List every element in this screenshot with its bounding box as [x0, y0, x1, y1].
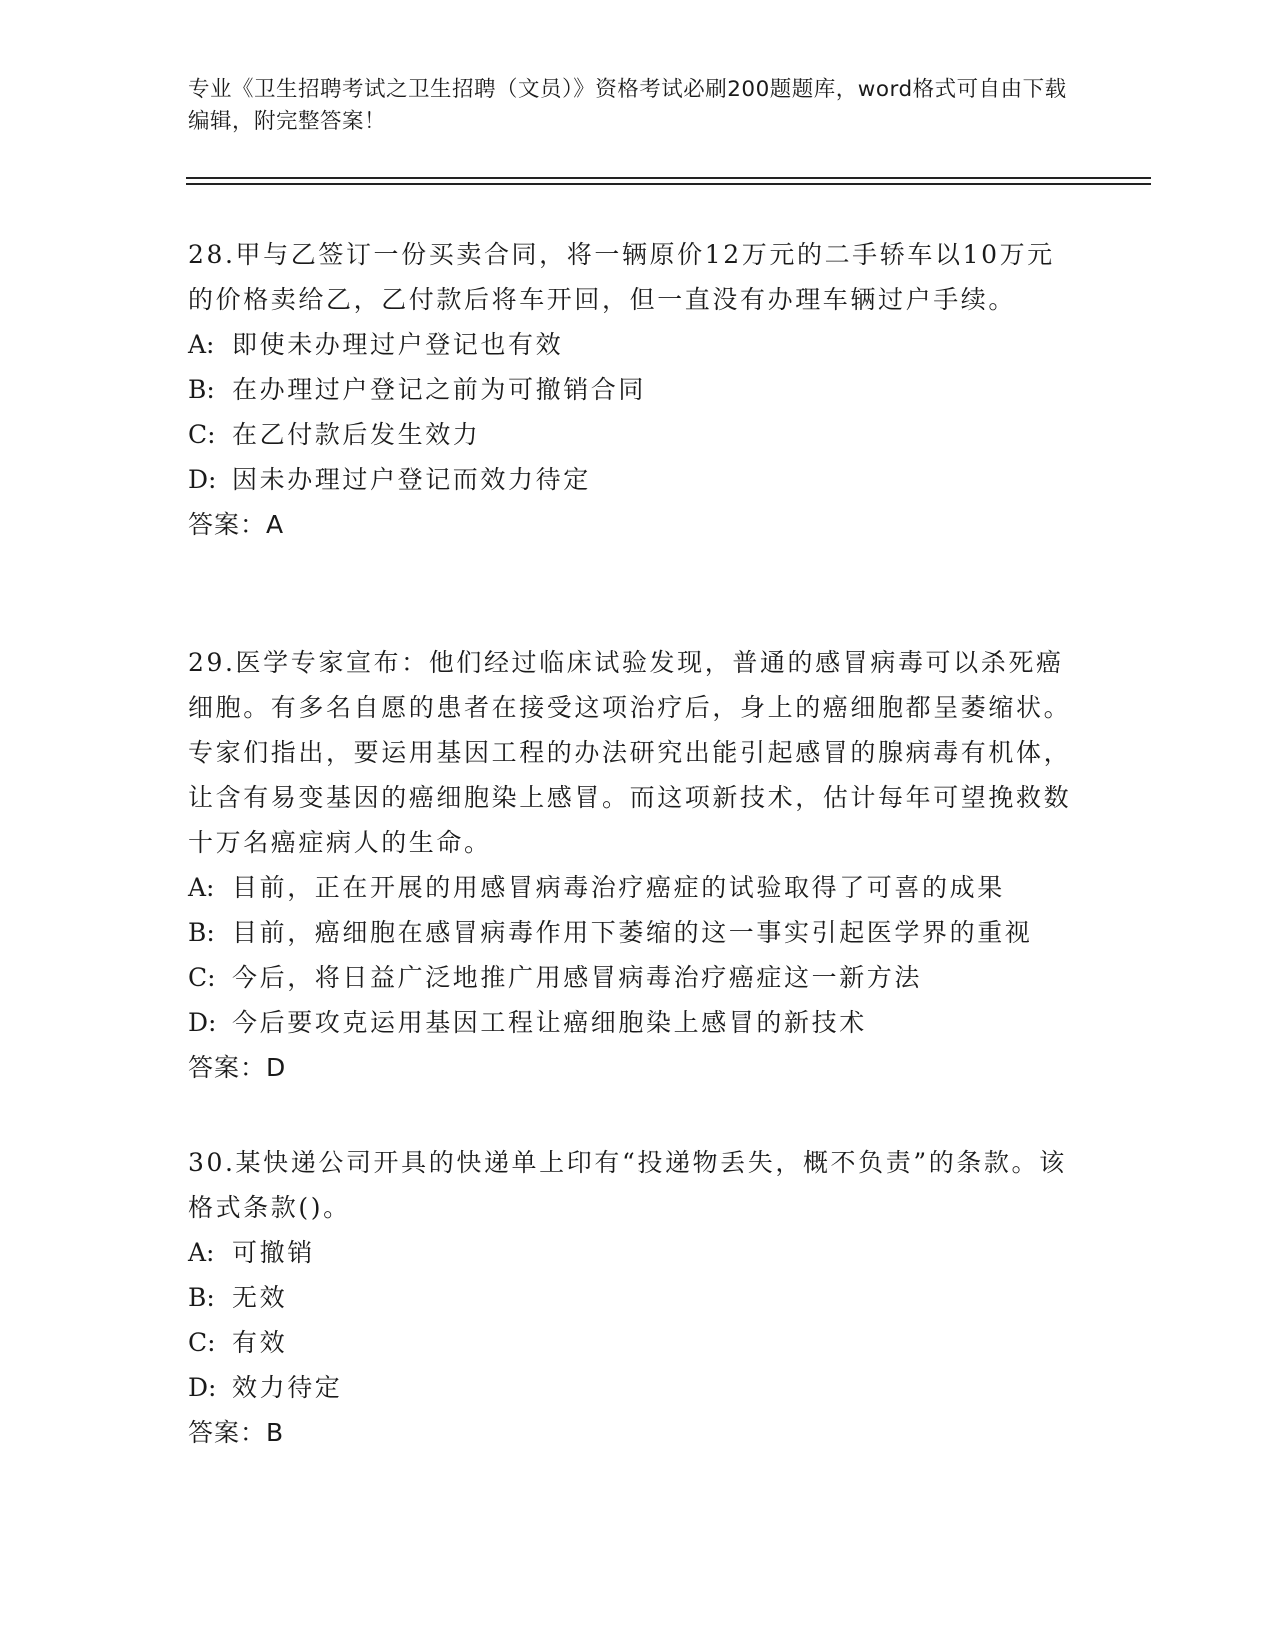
option-c — [188, 955, 1078, 1000]
option-b — [188, 1275, 1078, 1320]
option-letter: A: — [188, 1238, 215, 1267]
option-d — [188, 457, 1078, 502]
question-stem: 29.医学专家宣布：他们经过临床试验发现，普通的感冒病毒可以杀死癌细胞。有多名自愿的患者在接受这项治疗后，身上的癌细胞都呈萎缩状。专家们指出，要运用基因工程的办法研究出能引起感冒的腺病毒有机体，让含有易变基因的癌细胞染上感冒。而这项新技术，估计每年可望挽救数十万名癌症病人的生命。 — [188, 648, 1072, 857]
question-stem: 28.甲与乙签订一份买卖合同，将一辆原价12万元的二手轿车以10万元的价格卖给乙，乙付款后将车开回，但一直没有办理车辆过户手续。 — [188, 240, 1055, 314]
option-text: 因未办理过户登记而效力待定 — [232, 465, 591, 494]
option-letter: D: — [188, 1008, 217, 1037]
option-text: 今后要攻克运用基因工程让癌细胞染上感冒的新技术 — [232, 1008, 867, 1037]
option-d — [188, 1000, 1078, 1045]
answer-line: 答案：B — [188, 1418, 285, 1447]
option-letter: D: — [188, 1373, 217, 1402]
option-d — [188, 1365, 1078, 1410]
document-header: 专业《卫生招聘考试之卫生招聘（文员）》资格考试必刷200题题库，word格式可自由下载编辑，附完整答案！ — [188, 77, 1067, 134]
answer-line: 答案：D — [188, 1053, 287, 1082]
option-c — [188, 1320, 1078, 1365]
option-text: 今后，将日益广泛地推广用感冒病毒治疗癌症这一新方法 — [232, 963, 923, 992]
option-letter: C: — [188, 420, 216, 449]
question-28 — [188, 232, 1078, 548]
option-b — [188, 367, 1078, 412]
question-stem: 30.某快递公司开具的快递单上印有“投递物丢失，概不负责”的条款。该格式条款()。 — [188, 1148, 1067, 1222]
option-letter: B: — [188, 1283, 215, 1312]
option-text: 可撤销 — [232, 1238, 315, 1267]
option-text: 在办理过户登记之前为可撤销合同 — [232, 375, 647, 404]
option-a — [188, 322, 1078, 367]
option-letter: A: — [188, 330, 215, 359]
option-letter: A: — [188, 873, 215, 902]
option-letter: B: — [188, 918, 215, 947]
question-30 — [188, 1140, 1078, 1456]
header-divider-bottom — [186, 183, 1151, 185]
option-text: 无效 — [232, 1283, 288, 1312]
option-letter: C: — [188, 963, 216, 992]
option-a — [188, 865, 1078, 910]
option-letter: B: — [188, 375, 215, 404]
option-letter: C: — [188, 1328, 216, 1357]
option-text: 目前，正在开展的用感冒病毒治疗癌症的试验取得了可喜的成果 — [232, 873, 1005, 902]
option-text: 目前，癌细胞在感冒病毒作用下萎缩的这一事实引起医学界的重视 — [232, 918, 1033, 947]
question-29 — [188, 640, 1078, 1091]
answer-line: 答案：A — [188, 510, 285, 539]
option-c — [188, 412, 1078, 457]
option-b — [188, 910, 1078, 955]
option-text: 在乙付款后发生效力 — [232, 420, 481, 449]
option-text: 效力待定 — [232, 1373, 343, 1402]
header-divider-top — [186, 177, 1151, 179]
option-text: 有效 — [232, 1328, 288, 1357]
option-a — [188, 1230, 1078, 1275]
option-letter: D: — [188, 465, 217, 494]
option-text: 即使未办理过户登记也有效 — [232, 330, 564, 359]
